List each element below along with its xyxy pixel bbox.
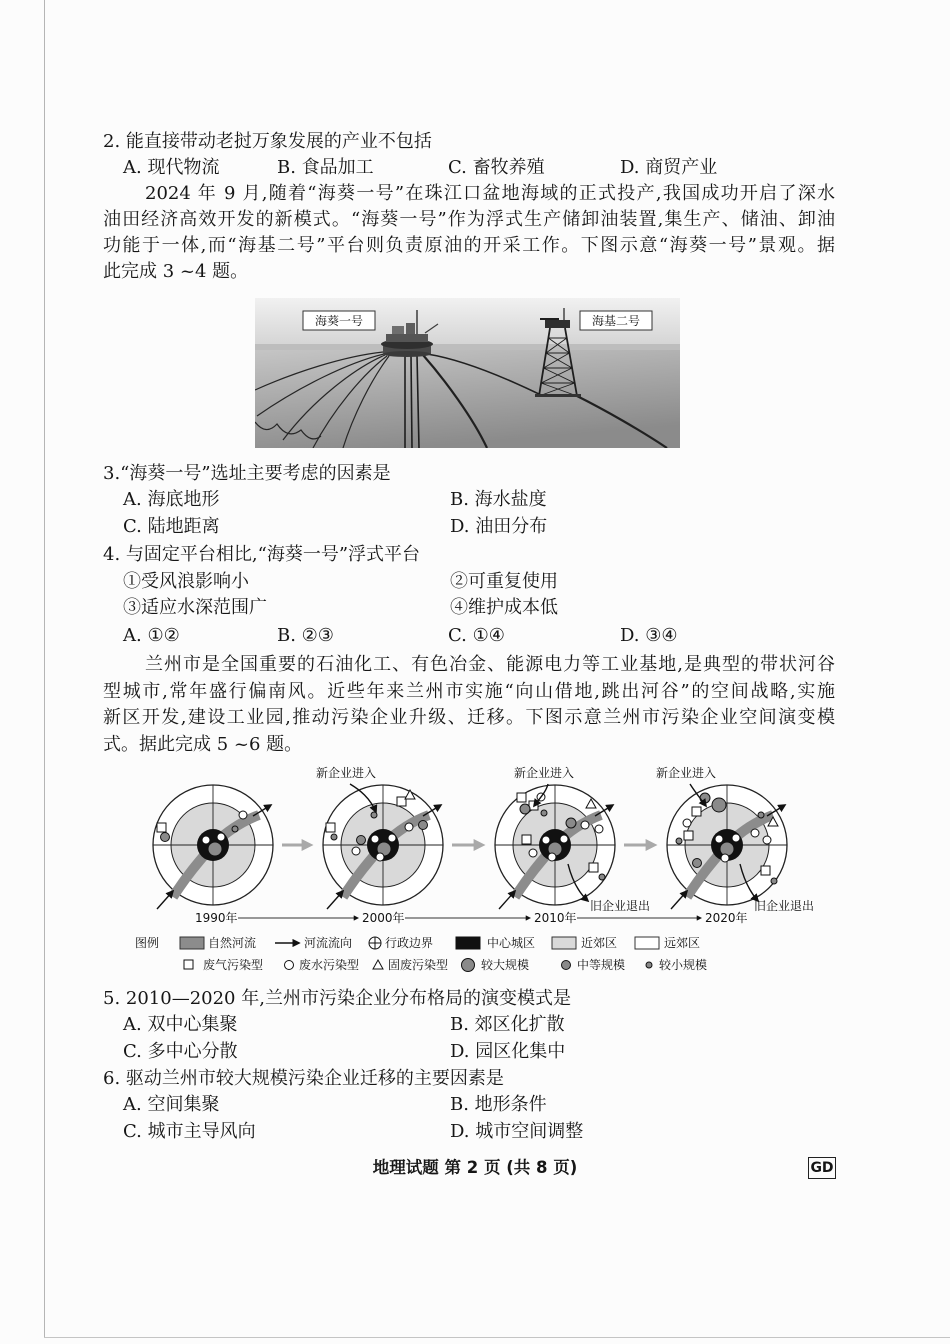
water-pollution-enterprise (352, 847, 360, 855)
q3-option-a: A. 海底地形 (123, 489, 220, 510)
large-enterprise (712, 798, 726, 812)
water-pollution-enterprise (388, 834, 396, 842)
gas-pollution-enterprise (522, 835, 531, 844)
river-flow-arrow (499, 891, 515, 909)
q6-option-c: C. 城市主导风向 (123, 1121, 256, 1142)
sea-surface (255, 344, 680, 350)
timeline-year-2000: 2000年 (362, 911, 405, 925)
q4-option-b: B. ②③ (277, 625, 334, 646)
q2-option-b: B. 食品加工 (277, 157, 374, 178)
legend-solid-waste-label: 固废污染型 (388, 958, 449, 972)
page-footer: 地理试题 第 2 页 (共 8 页) (372, 1158, 578, 1177)
gas-pollution-enterprise (692, 807, 701, 816)
jacket-base (535, 394, 581, 397)
legend-boundary-label: 行政边界 (385, 936, 434, 950)
gas-pollution-enterprise (589, 863, 598, 872)
old-enterprise-label-2020: 旧企业退出 (754, 899, 815, 913)
q5-option-a: A. 双中心集聚 (123, 1014, 238, 1035)
small-enterprise (599, 874, 605, 880)
legend-gas-icon (184, 960, 193, 969)
q3-option-b: B. 海水盐度 (450, 489, 547, 510)
gas-pollution-enterprise (157, 823, 166, 832)
label-jacket: 海基二号 (591, 314, 641, 328)
river-flow-arrow (157, 891, 173, 909)
q5-option-c: C. 多中心分散 (123, 1041, 238, 1062)
new-enterprise-label-2000: 新企业进入 (316, 766, 377, 780)
legend-title: 图例 (135, 936, 160, 950)
q6-option-a: A. 空间集聚 (123, 1094, 220, 1115)
q2-option-c: C. 畜牧养殖 (448, 157, 545, 178)
new-enterprise-label-2020: 新企业进入 (656, 766, 717, 780)
diagram-2020 (667, 785, 787, 909)
q3-option-d: D. 油田分布 (450, 516, 548, 537)
water-pollution-enterprise (715, 835, 723, 843)
label-fpso: 海葵一号 (314, 314, 364, 328)
water-pollution-enterprise (751, 829, 759, 837)
fpso-hull-bottom (383, 351, 431, 357)
water-pollution-enterprise (405, 823, 413, 831)
legend-small-label: 较小规模 (659, 958, 708, 972)
water-pollution-enterprise (581, 821, 589, 829)
medium-enterprise (357, 836, 366, 845)
q6-option-d: D. 城市空间调整 (450, 1121, 584, 1142)
water-pollution-enterprise (683, 819, 691, 827)
q5-option-b: B. 郊区化扩散 (450, 1014, 565, 1035)
material-5-6-line-4: 式。据此完成 5 ~6 题。 (103, 734, 303, 755)
fpso-deck (386, 334, 428, 342)
gas-pollution-enterprise (326, 823, 335, 832)
legend-large-icon (462, 959, 475, 972)
q4-statement-1: ①受风浪影响小 (123, 571, 249, 592)
large-enterprise (720, 842, 734, 856)
material-5-6-line-3: 新区开发,建设工业园,推动污染企业升级、迁移。下图示意兰州市污染企业空间演变模 (103, 707, 835, 728)
small-enterprise (371, 812, 377, 818)
fpso-superstructure (392, 326, 404, 334)
small-enterprise (758, 812, 764, 818)
scan-edge-left (44, 0, 45, 1338)
gas-pollution-enterprise (517, 793, 526, 802)
legend-river-label: 自然河流 (208, 936, 257, 950)
legend-near-suburb-swatch (552, 937, 576, 949)
diagram-1990 (153, 785, 273, 909)
river-flow-arrow (327, 891, 343, 909)
q5-option-d: D. 园区化集中 (450, 1041, 566, 1062)
material-5-6-line-2: 型城市,常年盛行偏南风。近些年来兰州市实施“向山借地,跳出河谷”的空间战略,实施 (103, 681, 835, 702)
q3-stem: 3.“海葵一号”选址主要考虑的因素是 (103, 463, 391, 484)
small-enterprise (331, 834, 337, 840)
water-pollution-enterprise (529, 849, 537, 857)
river-flow-arrow (671, 891, 687, 909)
q5-stem: 5. 2010—2020 年,兰州市污染企业分布格局的演变模式是 (103, 988, 571, 1009)
legend-solid-waste-icon (373, 960, 383, 969)
legend-near-suburb-label: 近郊区 (581, 936, 618, 950)
paper-code-badge: GD (808, 1157, 836, 1179)
medium-enterprise (520, 804, 530, 814)
water-pollution-enterprise (239, 811, 247, 819)
q4-statement-4: ④维护成本低 (450, 597, 558, 618)
water-pollution-enterprise (548, 853, 556, 861)
q4-stem: 4. 与固定平台相比,“海葵一号”浮式平台 (103, 544, 421, 565)
sea-water (255, 348, 680, 448)
q6-stem: 6. 驱动兰州市较大规模污染企业迁移的主要因素是 (103, 1068, 504, 1089)
medium-enterprise (700, 793, 710, 803)
water-pollution-enterprise (721, 854, 729, 862)
legend-water-icon (285, 961, 294, 970)
large-enterprise (208, 842, 222, 856)
timeline-year-1990: 1990年 (195, 911, 238, 925)
legend-gas-label: 废气污染型 (203, 958, 264, 972)
fpso-module (406, 323, 415, 334)
q2-option-a: A. 现代物流 (123, 157, 220, 178)
legend-outer-suburb-swatch (635, 937, 659, 949)
small-enterprise (676, 838, 682, 844)
material-3-4-line-4: 此完成 3 ~4 题。 (103, 261, 249, 282)
small-enterprise (771, 878, 777, 884)
water-pollution-enterprise (371, 835, 379, 843)
medium-enterprise (693, 859, 702, 868)
scan-edge-bottom (44, 1337, 950, 1338)
q2-stem: 2. 能直接带动老挝万象发展的产业不包括 (103, 131, 432, 152)
old-enterprise-label-2010: 旧企业退出 (590, 899, 651, 913)
legend-flow-label: 河流流向 (304, 936, 353, 950)
medium-enterprise (419, 821, 428, 830)
water-pollution-enterprise (763, 836, 771, 844)
water-pollution-enterprise (376, 853, 384, 861)
q4-option-d: D. ③④ (620, 625, 678, 646)
q4-option-c: C. ①④ (448, 625, 505, 646)
small-enterprise (232, 826, 238, 832)
legend-medium-label: 中等规模 (577, 958, 626, 972)
new-enterprise-label-2010: 新企业进入 (514, 766, 575, 780)
gas-pollution-enterprise (684, 831, 693, 840)
riser (411, 355, 412, 448)
q4-statement-2: ②可重复使用 (450, 571, 558, 592)
material-3-4-line-2: 油田经济高效开发的新模式。“海葵一号”作为浮式生产储卸油装置,集生产、储油、卸油 (103, 209, 835, 230)
material-5-6-line-1: 兰州市是全国重要的石油化工、有色冶金、能源电力等工业基地,是典型的带状河谷 (145, 654, 835, 675)
legend-water-label: 废水污染型 (299, 958, 360, 972)
legend-central-swatch (456, 937, 480, 949)
timeline-year-2010: 2010年 (534, 911, 577, 925)
legend-river-swatch (180, 937, 204, 949)
medium-enterprise (161, 833, 170, 842)
water-pollution-enterprise (732, 834, 740, 842)
legend-medium-icon (562, 961, 571, 970)
small-enterprise (541, 810, 547, 816)
jacket-topside (545, 320, 570, 328)
water-pollution-enterprise (217, 833, 225, 841)
water-pollution-enterprise (542, 836, 550, 844)
legend-small-icon (646, 962, 652, 968)
q4-statement-3: ③适应水深范围广 (123, 597, 267, 618)
timeline-year-2020: 2020年 (705, 911, 748, 925)
legend-large-label: 较大规模 (481, 958, 530, 972)
diagram-2010 (495, 785, 615, 909)
legend-central-label: 中心城区 (487, 936, 536, 950)
gas-pollution-enterprise (761, 866, 770, 875)
offshore-platform-figure (255, 298, 680, 448)
material-3-4-line-1: 2024 年 9 月,随着“海葵一号”在珠江口盆地海域的正式投产,我国成功开启了深水 (145, 183, 835, 204)
material-3-4-line-3: 功能于一体,而“海基二号”平台则负责原油的开采工作。下图示意“海葵一号”景观。据 (103, 235, 835, 256)
lanzhou-enterprise-diagram (0, 760, 950, 980)
medium-enterprise (566, 818, 576, 828)
legend-outer-suburb-label: 远郊区 (664, 936, 701, 950)
water-pollution-enterprise (202, 836, 210, 844)
q3-option-c: C. 陆地距离 (123, 516, 220, 537)
gas-pollution-enterprise (397, 797, 406, 806)
q2-option-d: D. 商贸产业 (620, 157, 718, 178)
q4-option-a: A. ①② (123, 625, 180, 646)
q6-option-b: B. 地形条件 (450, 1094, 547, 1115)
water-pollution-enterprise (560, 835, 568, 843)
water-pollution-enterprise (595, 825, 603, 833)
diagram-2000 (323, 785, 443, 909)
